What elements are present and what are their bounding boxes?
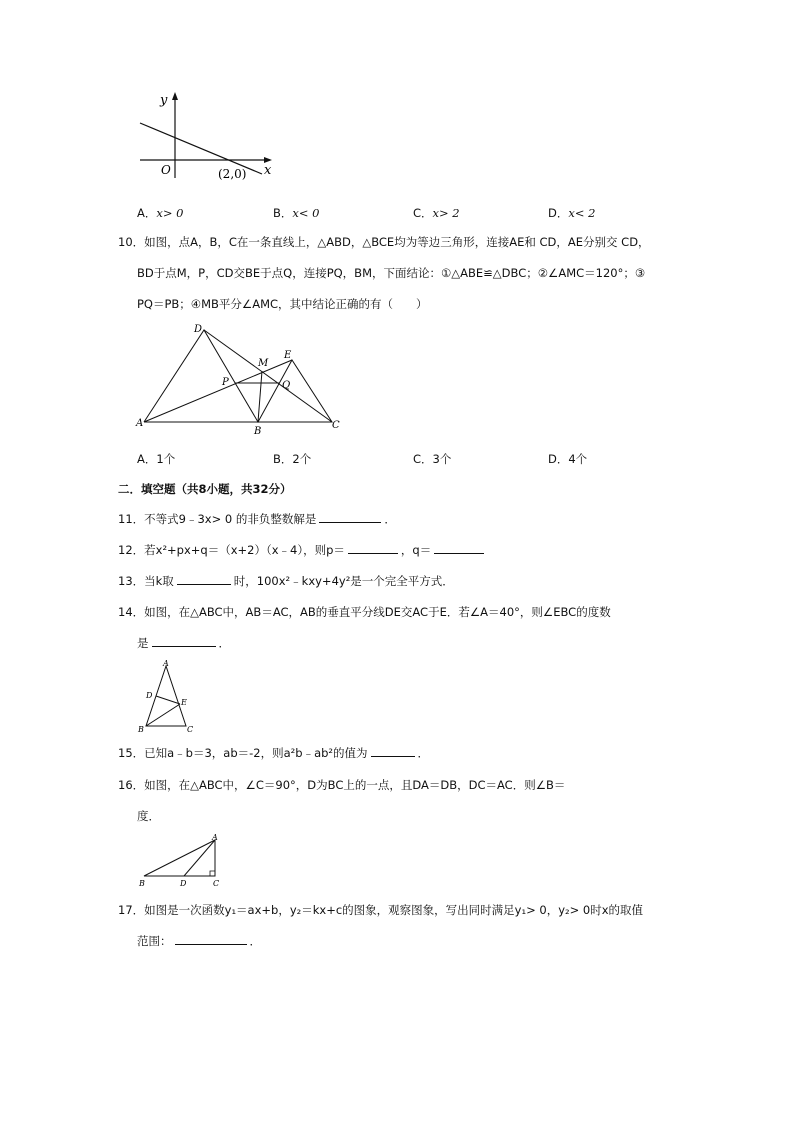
option-text: 3个: [432, 452, 452, 466]
label-c: C: [187, 725, 194, 734]
option-text: 4个: [568, 452, 588, 466]
q12-mid: ，q＝: [400, 543, 432, 557]
q13-text: 13．当k取: [118, 574, 174, 588]
q12-p-blank[interactable]: [348, 542, 398, 554]
q14-line-2: [137, 635, 230, 651]
q13-k-blank[interactable]: [177, 573, 231, 585]
q17-line-1: 17．如图是一次函数y₁＝ax+b，y₂＝kx+c的图象，观察图象，写出同时满足y₁> 0，y₂> 0时x的取值: [118, 903, 644, 917]
q10-figure: [134, 318, 354, 440]
option-letter: A．: [137, 452, 157, 466]
q9-graph: [130, 88, 280, 188]
q15-text: 15．已知a﹣b＝3，ab＝-2，则a²b﹣ab²的值为: [118, 746, 368, 760]
option-text: x< 0: [292, 206, 320, 220]
q16-line-2: 度．: [137, 809, 160, 823]
q16-line-1: 16．如图，在△ABC中，∠C＝90°，D为BC上的一点，且DA＝DB，DC＝AC．则∠B＝: [118, 778, 566, 792]
option-text: 2个: [292, 452, 312, 466]
q9-option-d[interactable]: [548, 205, 595, 221]
label-e: E: [284, 350, 292, 361]
option-letter: A．: [137, 206, 157, 220]
label-b: B: [139, 879, 145, 888]
graph-x-label: x: [264, 163, 272, 178]
q17-text: 范围：: [137, 934, 172, 948]
q12: [118, 542, 487, 558]
q10-line-1: 10．如图，点A，B，C在一条直线上，△ABD，△BCE均为等边三角形，连接AE和 CD，AE分别交 CD，: [118, 235, 650, 249]
q9-option-a[interactable]: [137, 205, 183, 221]
label-a: A: [163, 660, 169, 668]
option-letter: B．: [273, 452, 293, 466]
q10-option-c[interactable]: [413, 451, 451, 467]
label-b: B: [138, 725, 144, 734]
q15-answer-blank[interactable]: [371, 745, 415, 757]
option-text: x< 2: [568, 206, 596, 220]
q9-option-c[interactable]: [413, 205, 460, 221]
q10-option-b[interactable]: [273, 451, 311, 467]
q14-figure: [136, 660, 206, 734]
label-d: D: [146, 691, 153, 700]
q10-option-a[interactable]: [137, 451, 175, 467]
label-c: C: [213, 879, 220, 888]
q16-figure: [136, 832, 226, 890]
option-text: x> 2: [432, 206, 460, 220]
q14-line-1: 14．如图，在△ABC中，AB＝AC，AB的垂直平分线DE交AC于E．若∠A＝40°，则∠EBC的度数: [118, 605, 611, 619]
q14-text: 是: [137, 636, 149, 650]
q17-answer-blank[interactable]: [175, 933, 247, 945]
q11-end: ．: [384, 512, 396, 526]
section-heading: 二．填空题（共8小题，共32分）: [118, 482, 292, 496]
label-a: A: [136, 418, 144, 429]
q15: [118, 745, 429, 761]
q9-option-b[interactable]: [273, 205, 319, 221]
q10-line-3: PQ＝PB；④MB平分∠AMC，其中结论正确的有（ ）: [137, 297, 428, 311]
q17-line-2: [137, 933, 261, 949]
label-d: D: [180, 879, 187, 888]
graph-point-label: (2,0): [218, 167, 247, 181]
q11: [118, 511, 396, 527]
label-c: C: [332, 420, 340, 431]
option-text: 1个: [156, 452, 176, 466]
option-letter: B．: [273, 206, 293, 220]
label-d: D: [194, 324, 203, 335]
q13: [118, 573, 454, 589]
q14-answer-blank[interactable]: [152, 635, 216, 647]
q15-end: ．: [417, 746, 430, 760]
q10-option-d[interactable]: [548, 451, 587, 467]
label-a: A: [212, 833, 218, 842]
q11-text: 11．不等式9﹣3x> 0 的非负整数解是: [118, 512, 317, 526]
label-q: Q: [282, 380, 291, 391]
label-m: M: [258, 358, 269, 369]
label-b: B: [254, 426, 262, 437]
option-letter: C．: [413, 452, 433, 466]
q12-text: 12．若x²+px+q＝（x+2）（x﹣4），则p＝: [118, 543, 345, 557]
option-letter: D．: [548, 206, 569, 220]
option-letter: C．: [413, 206, 433, 220]
q11-answer-blank[interactable]: [319, 511, 381, 523]
option-text: x> 0: [156, 206, 184, 220]
q12-q-blank[interactable]: [434, 542, 484, 554]
graph-origin-label: O: [161, 163, 171, 177]
option-letter: D．: [548, 452, 569, 466]
q14-end: ．: [218, 636, 230, 650]
q13-end: 时，100x²﹣kxy+4y²是一个完全平方式．: [233, 574, 454, 588]
graph-y-label: y: [160, 93, 168, 108]
q17-end: ．: [249, 934, 261, 948]
label-p: P: [222, 377, 229, 388]
q10-line-2: BD于点M，P，CD交BE于点Q，连接PQ，BM，下面结论：①△ABE≌△DBC；②∠AMC＝120°；③: [137, 266, 646, 280]
label-e: E: [181, 698, 187, 707]
